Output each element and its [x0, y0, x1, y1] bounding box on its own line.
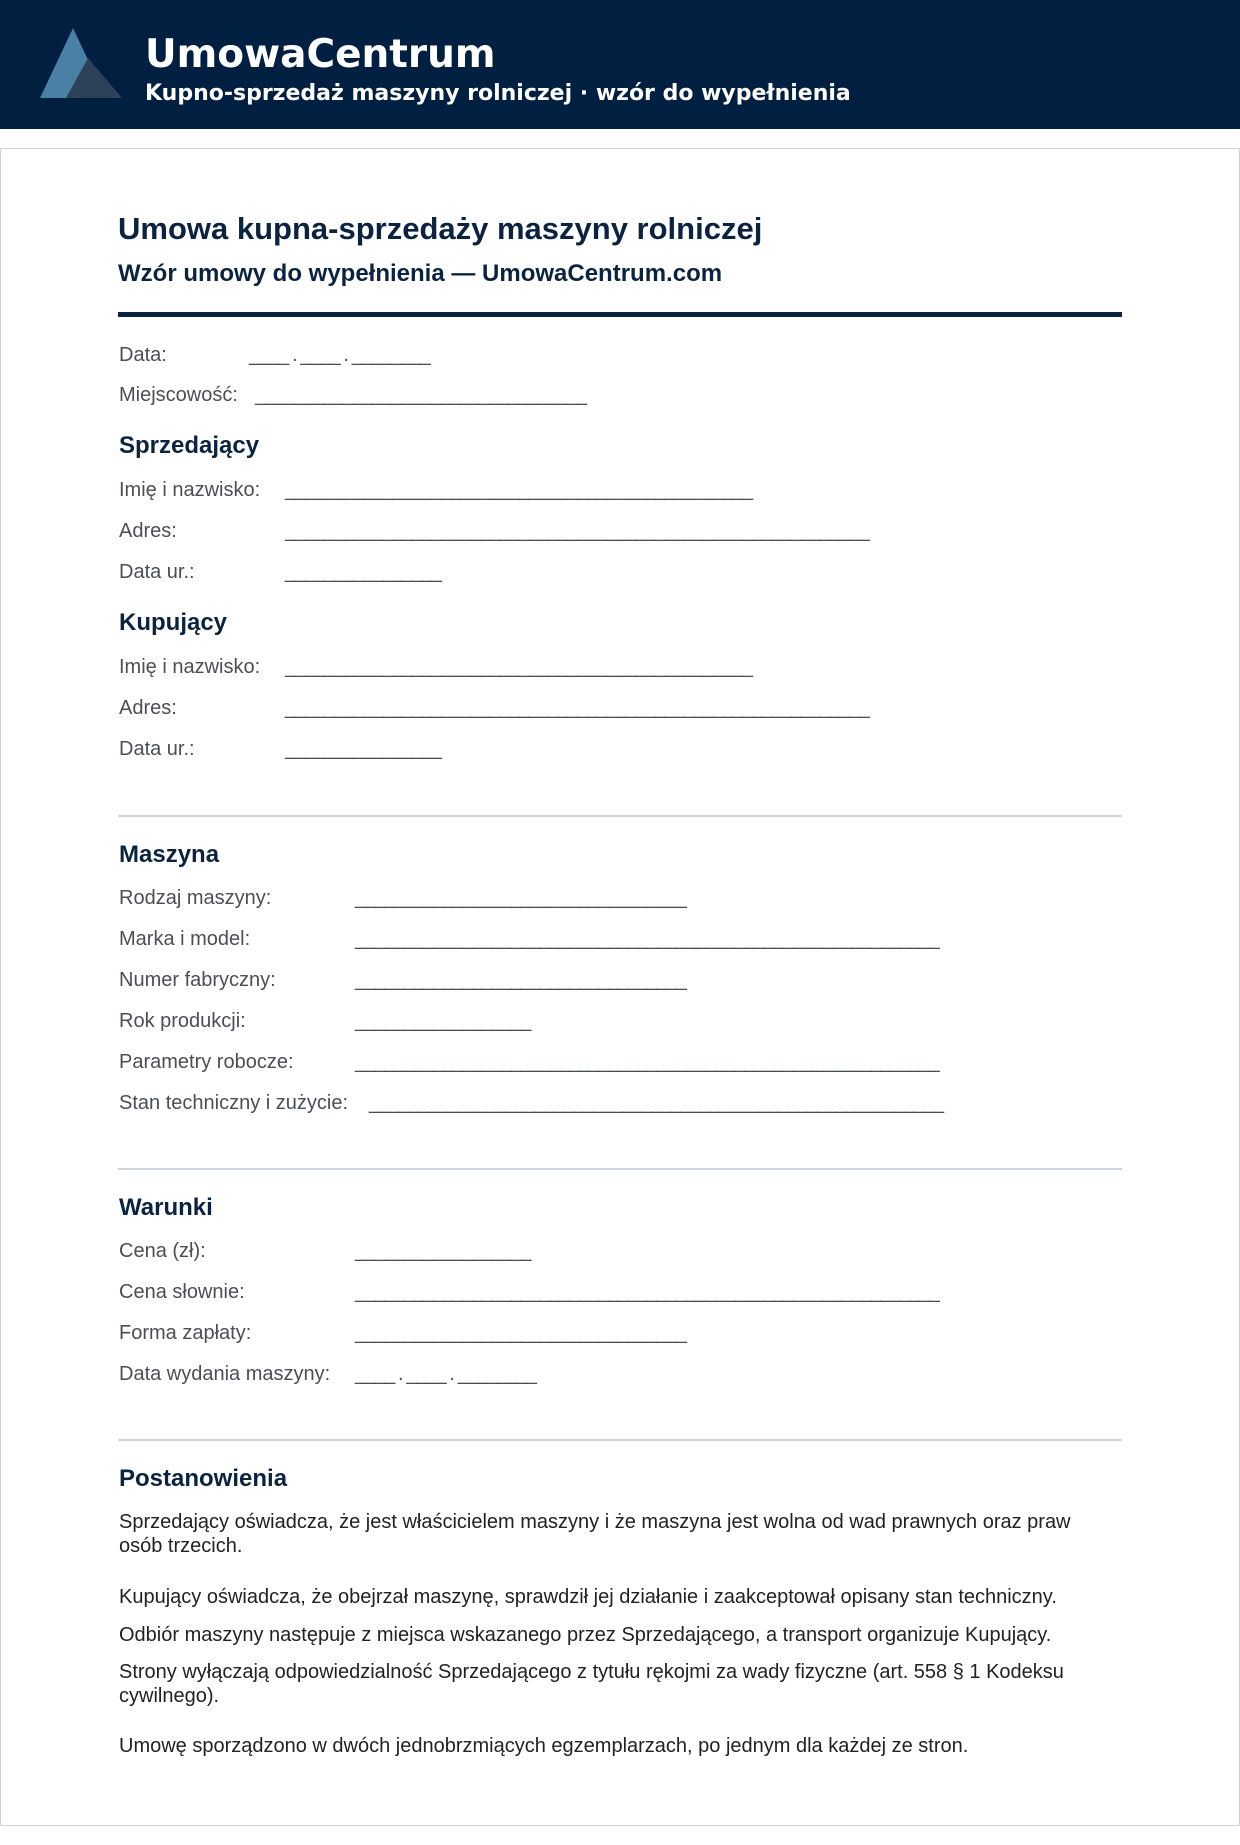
price-words-label: Cena słownie:: [119, 1281, 245, 1303]
seller-address-label: Adres:: [119, 520, 177, 542]
date-field[interactable]: ____ . ____ . ________: [249, 344, 430, 366]
machine-year-label: Rok produkcji:: [119, 1010, 246, 1032]
buyer-heading: Kupujący: [119, 609, 228, 636]
provision-item: Strony wyłączają odpowiedzialność Sprzedającego z tytułu rękojmi za wady fizyczne (art. 558 § 1 Kodeksu cywilnego).: [119, 1661, 1064, 1707]
provision-item: Sprzedający oświadcza, że jest właścicielem maszyny i że maszyna jest wolna od wad prawnych oraz praw osób trzecich.: [119, 1511, 1071, 1557]
seller-birth-field[interactable]: ________________: [285, 561, 441, 583]
buyer-address-label: Adres:: [119, 697, 177, 719]
provision-item: Kupujący oświadcza, że obejrzał maszynę, sprawdził jej działanie i zaakceptował opisany stan techniczny.: [119, 1586, 1057, 1608]
machine-params-label: Parametry robocze:: [119, 1051, 294, 1073]
price-field[interactable]: __________________: [355, 1240, 531, 1262]
machine-serial-label: Numer fabryczny:: [119, 969, 276, 991]
section-divider: [118, 1168, 1122, 1170]
date-label: Data:: [119, 344, 167, 366]
title-divider: [118, 312, 1122, 317]
section-divider: [118, 1439, 1122, 1441]
place-label: Miejscowość:: [119, 384, 238, 406]
price-label: Cena (zł):: [119, 1240, 206, 1262]
provisions-heading: Postanowienia: [119, 1465, 288, 1492]
document-page: [0, 148, 1240, 1826]
machine-brand-label: Marka i model:: [119, 928, 251, 950]
delivery-date-label: Data wydania maszyny:: [119, 1363, 331, 1385]
buyer-birth-field[interactable]: ________________: [285, 738, 441, 760]
machine-heading: Maszyna: [119, 841, 220, 868]
section-divider: [118, 815, 1122, 817]
terms-heading: Warunki: [119, 1194, 213, 1221]
payment-label: Forma zapłaty:: [119, 1322, 252, 1344]
machine-params-field[interactable]: ____________________________________________________________: [355, 1051, 939, 1073]
price-words-field[interactable]: ____________________________________________________________: [355, 1281, 939, 1303]
delivery-date-field[interactable]: ____ . ____ . ________: [355, 1363, 536, 1385]
provision-item: Odbiór maszyny następuje z miejsca wskazanego przez Sprzedającego, a transport organizuje Kupujący.: [119, 1624, 1052, 1646]
header-tagline: Kupno-sprzedaż maszyny rolniczej · wzór do wypełnienia: [145, 81, 851, 106]
machine-serial-field[interactable]: __________________________________: [355, 969, 686, 991]
buyer-name-label: Imię i nazwisko:: [119, 656, 261, 678]
place-field[interactable]: __________________________________: [255, 384, 586, 406]
seller-name-field[interactable]: ________________________________________________: [285, 479, 752, 501]
provision-item: Umowę sporządzono w dwóch jednobrzmiących egzemplarzach, po jednym dla każdej ze stron.: [119, 1735, 969, 1757]
machine-type-label: Rodzaj maszyny:: [119, 887, 272, 909]
payment-field[interactable]: __________________________________: [355, 1322, 686, 1344]
seller-birth-label: Data ur.:: [119, 561, 195, 583]
brand-name[interactable]: UmowaCentrum: [145, 32, 496, 77]
mountain-logo-icon: [40, 28, 122, 100]
document-subtitle: Wzór umowy do wypełnienia — UmowaCentrum.com: [118, 260, 723, 287]
machine-condition-field[interactable]: ___________________________________________________________: [369, 1092, 943, 1114]
machine-year-field[interactable]: __________________: [355, 1010, 531, 1032]
seller-name-label: Imię i nazwisko:: [119, 479, 261, 501]
machine-brand-field[interactable]: ____________________________________________________________: [355, 928, 939, 950]
machine-condition-label: Stan techniczny i zużycie:: [119, 1092, 348, 1114]
buyer-address-field[interactable]: ____________________________________________________________: [285, 697, 869, 719]
buyer-name-field[interactable]: ________________________________________________: [285, 656, 752, 678]
site-header: [0, 0, 1240, 129]
seller-address-field[interactable]: ____________________________________________________________: [285, 520, 869, 542]
buyer-birth-label: Data ur.:: [119, 738, 195, 760]
document-title: Umowa kupna-sprzedaży maszyny rolniczej: [118, 211, 763, 246]
machine-type-field[interactable]: __________________________________: [355, 887, 686, 909]
seller-heading: Sprzedający: [119, 432, 260, 459]
